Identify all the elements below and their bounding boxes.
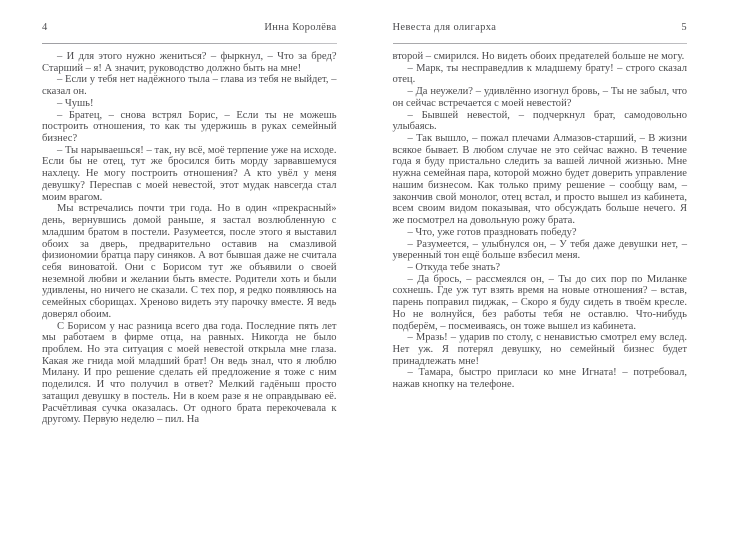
paragraph-continued: второй – смирился. Но видеть обоих предателей больше не могу. [392,51,685,62]
paragraph: – Мразь! – ударив по столу, с ненавистью смотрел ему вслед. Нет уж. Я потерял девушку, но семейный бизнес будет принадлежать мне! [392,332,687,367]
paragraph: – Разумеется, – улыбнулся он, – У тебя даже девушки нет, – уверенный тон ещё больше взбесил меня. [392,238,687,262]
page-number-right: 5 [681,22,687,33]
paragraph: – Братец, – снова встрял Борис, – Если ты не можешь построить отношения, то как ты удержишь в руках семейный бизнес? [42,109,337,145]
paragraph: – Ты нарываешься! – так, ну всё, моё терпение уже на исходе. Если бы не отец, тут же бросился бить морду зарвавшемуся нахлецу. Не могу построить отношения? А кто увёл у меня девушку? Переспав с моей невестой, этот мудак навсегда стал моим врагом. [42,144,337,203]
page-right [365,0,729,540]
paragraph: – Тамара, быстро пригласи ко мне Игната! – потребовал, нажав кнопку на телефоне. [392,367,687,391]
running-header-right [393,22,688,41]
paragraph: – Так вышло, – пожал плечами Алмазов-старший, – В жизни всякое бывает. В любом случае не это сейчас важно. В течение года я буду пристально следить за вашей личной жизнью. Мне нужна семейная пара, которой можно будет доверить управление нашим бизнесом. Как только приму решение – сообщу вам, – закончив свой монолог, отец встал, и просто вышел из кабинета, всем своим видом показывая, что обсуждать больше нечего. Я же посмотрел на довольную рожу брата. [392,133,687,227]
running-header-left [42,22,337,41]
paragraph: – Да брось, – рассмеялся он, – Ты до сих пор по Миланке сохнешь. Где уж тут взять время на новые отношения? – встав, парень поправил пиджак, – Скоро я буду сидеть в твоём кресле. Но не волнуйся, без работы тебя не оставлю. Что-нибудь подберём, – посмеиваясь, он тоже вышел из кабинета. [392,273,687,332]
paragraph: С Борисом у нас разница всего два года. Последние пять лет мы работаем в фирме отца, на равных. Никогда не было проблем. Но эта ситуация с моей невестой открыла мне глаза. Какая же гнида мой младший брат! Он ведь знал, что я люблю Милану. И про решение сделать ей предложение я тоже с ним поделился. И что получил в ответ? Мелкий гадёныш просто затащил девушку в постель. Ни в коем разе я не оправдываю её. Расчётливая сучка оказалась. От одного брата перекочевала к другому. Первую неделю – пил. На [42,320,337,426]
paragraph: – И для этого нужно жениться? – фыркнул, – Что за бред? Старший – я! А значит, руководство должно быть на мне! [42,51,337,74]
paragraph: – Откуда тебе знать? [407,261,501,273]
page-number-left: 4 [42,22,48,33]
paragraph: – Если у тебя нет надёжного тыла – глава из тебя не выйдет, – сказал он. [42,74,337,98]
running-title-book: Невеста для олигарха [392,22,497,33]
paragraph: – Да неужели? – удивлённо изогнул бровь, – Ты не забыл, что он сейчас встречается с моей невестой? [392,86,687,109]
paragraph: – Что, уже готов праздновать победу? [407,226,577,238]
paragraph: Мы встречались почти три года. Но в один «прекрасный» день, вернувшись домой раньше, я застал возлюбленную с младшим братом в постели. Разумеется, после этого я выставил обоих за дверь, предварительно оставив на смазливой физиономии братца пару синяков. А вот бывшая даже не считала себя виноватой. Они с Борисом тут же объявили о своей неземной любви и желании быть вместе. Родители хоть и были удивлены, но ничего не сказали. С тех пор, я редко появляюсь на семейных сборищах. Хреново видеть эту парочку вместе. Я ведь доверял обоим. [42,203,337,320]
body-text-left [42,51,337,426]
header-rule-right [393,43,688,44]
body-text-right [393,51,688,391]
running-title-author: Инна Королёва [264,22,337,33]
paragraph: – Марк, ты несправедлив к младшему брату! – строго сказал отец. [392,62,687,86]
header-rule-left [42,43,337,44]
paragraph: – Бывшей невестой, – подчеркнул брат, самодовольно улыбаясь. [392,109,687,133]
paragraph: – Чушь! [57,97,94,109]
